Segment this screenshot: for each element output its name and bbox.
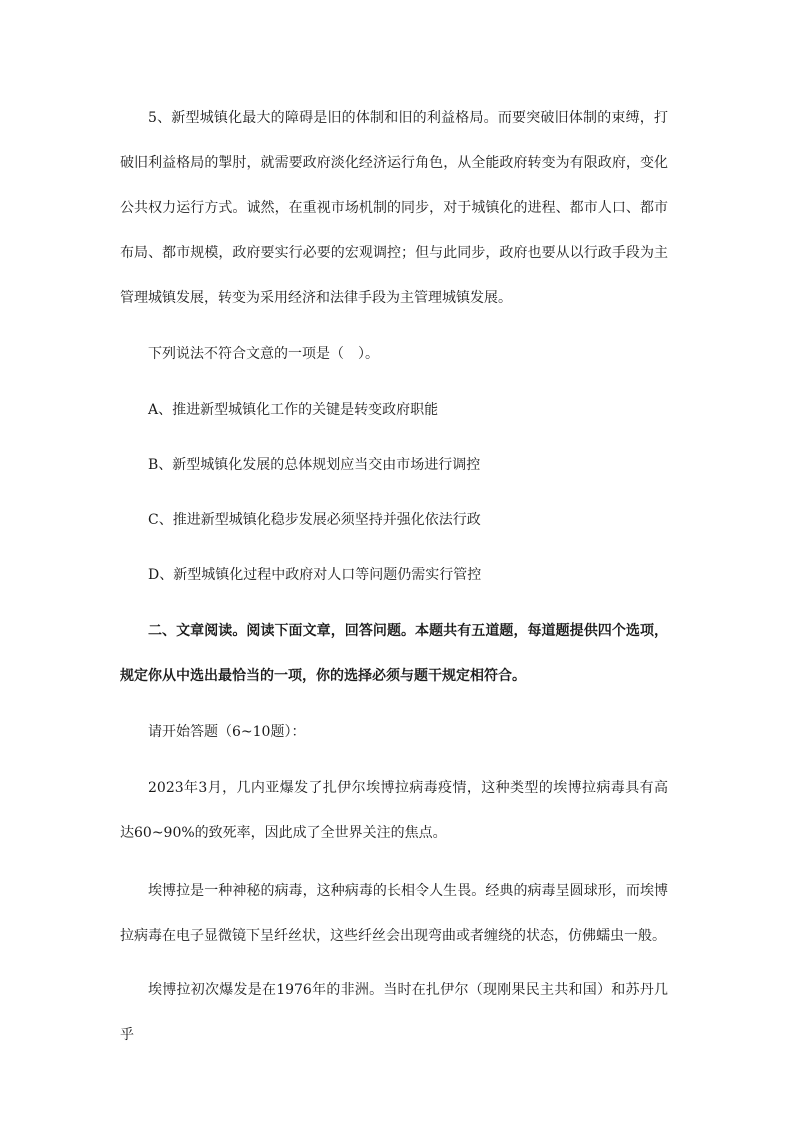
paragraph-question-5: 5、新型城镇化最大的障碍是旧的体制和旧的利益格局。而要突破旧体制的束缚，打破旧利益格局的掣肘，就需要政府淡化经济运行角色，从全能政府转变为有限政府，变化公共权力运行方式。诚然，在重视市场机制的同步，对于城镇化的进程、都市人口、都市布局、都市规模，政府要实行必要的宏观调控；但与此同步，政府也要从以行政手段为主管理城镇发展，转变为采用经济和法律手段为主管理城镇发展。 [120,110,668,306]
paragraph-ebola-history: 埃博拉初次爆发是在1976年的非洲。当时在扎伊尔（现刚果民主共和国）和苏丹几乎 [120,982,668,1043]
option-b: B、新型城镇化发展的总体规划应当交由市场进行调控 [148,457,481,473]
section-heading: 二、文章阅读。阅读下面文章，回答问题。本题共有五道题，每道题提供四个选项，规定你从中选出最恰当的一项，你的选择必须与题干规定相符合。 [120,623,668,684]
paragraph-ebola-description: 埃博拉是一种神秘的病毒，这种病毒的长相令人生畏。经典的病毒呈圆球形，而埃博拉病毒在电子显微镜下呈纤丝状，这些纤丝会出现弯曲或者缠绕的状态，仿佛蠕虫一般。 [120,883,668,944]
question-prompt: 下列说法不符合文意的一项是（ ）。 [148,346,379,362]
option-a: A、推进新型城镇化工作的关键是转变政府职能 [148,402,439,418]
instruction-text: 请开始答题（6~10题）： [148,724,306,740]
paragraph-ebola-outbreak: 2023年3月，几内亚爆发了扎伊尔埃博拉病毒疫情，这种类型的埃博拉病毒具有高达60~90%的致死率，因此成了全世界关注的焦点。 [120,780,668,841]
option-d: D、新型城镇化过程中政府对人口等问题仍需实行管控 [148,567,482,583]
option-c: C、推进新型城镇化稳步发展必须坚持并强化依法行政 [148,512,481,528]
